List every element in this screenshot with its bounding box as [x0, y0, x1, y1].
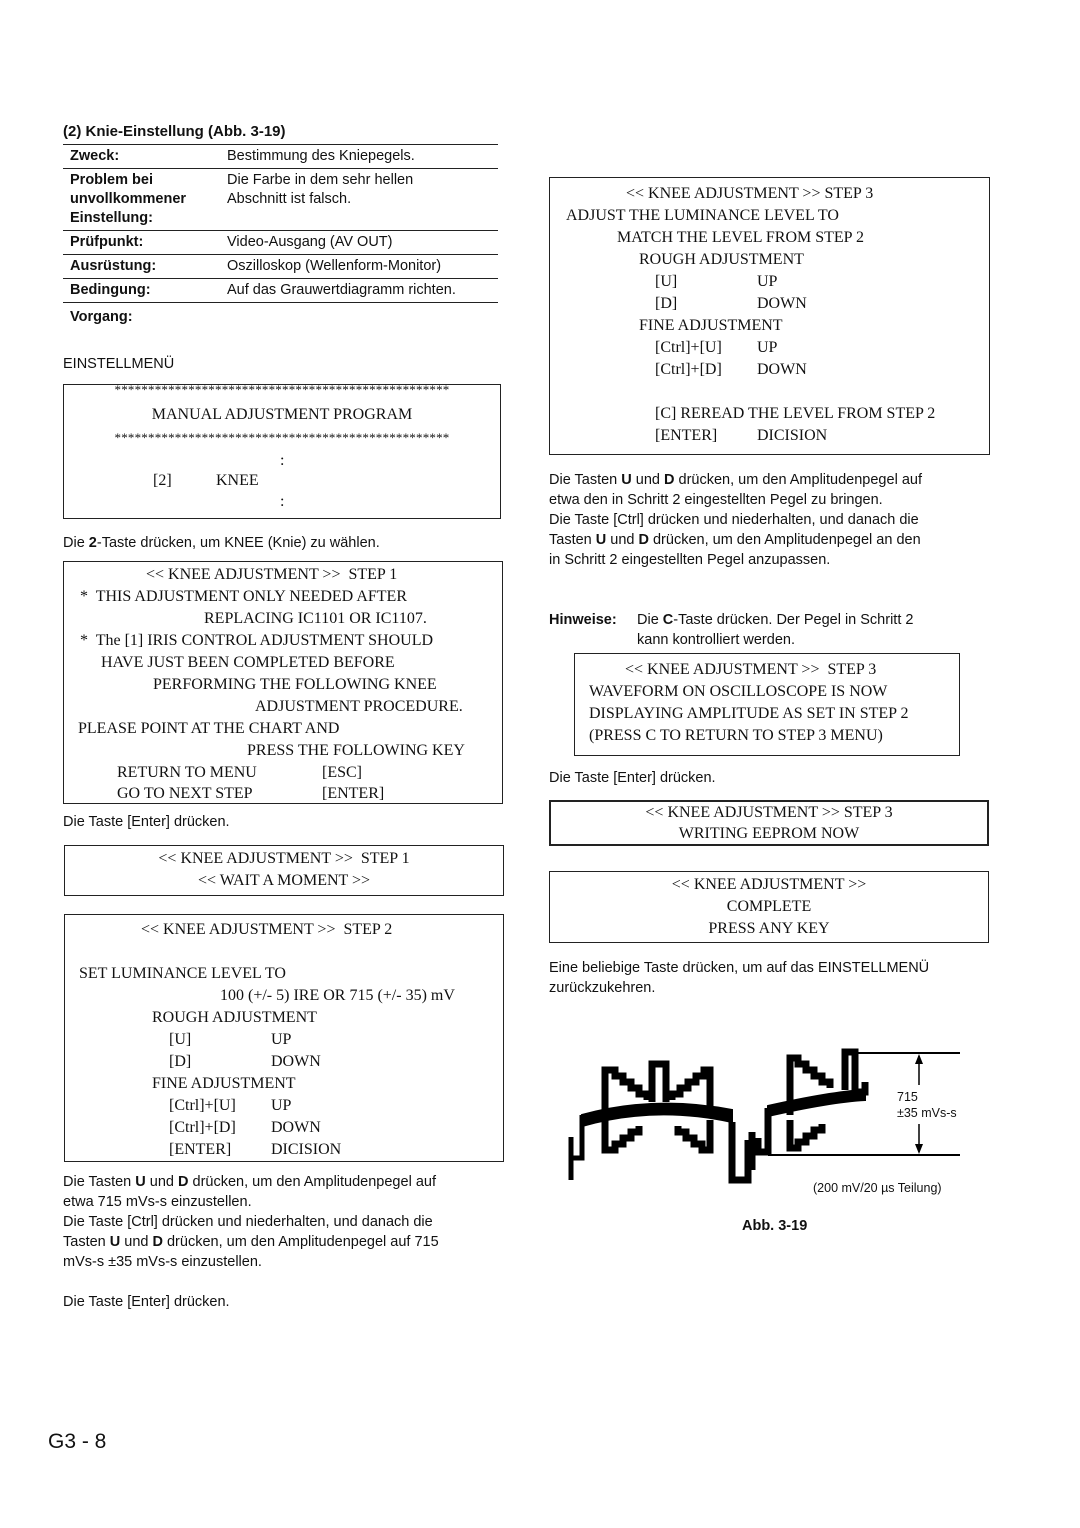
step3-action: UP: [757, 273, 778, 290]
step1-wait-text: << WAIT A MOMENT >>: [197, 872, 371, 889]
spec-key: Bedingung:: [70, 282, 151, 298]
step2-action: DOWN: [271, 1119, 321, 1136]
spec-key-line: unvollkommener: [70, 191, 187, 207]
spec-row-purpose: [63, 145, 498, 169]
step2-key[interactable]: [U]: [169, 1031, 192, 1048]
step1-line: ADJUSTMENT PROCEDURE.: [255, 698, 463, 715]
step3-rough-label: ROUGH ADJUSTMENT: [639, 251, 804, 268]
step3-key[interactable]: [Ctrl]+[D]: [655, 361, 722, 378]
step1-line: PERFORMING THE FOLLOWING KNEE: [153, 676, 437, 693]
key-u: U: [621, 472, 632, 488]
step3-eeprom-box: [549, 800, 989, 846]
menu-item-key: [2]: [153, 472, 172, 489]
key-d: D: [178, 1174, 189, 1190]
text-part: und: [120, 1234, 153, 1250]
spec-value: Auf das Grauwertdiagramm richten.: [227, 282, 456, 298]
key-u: U: [595, 532, 607, 548]
step1-wait-header: << KNEE ADJUSTMENT >> STEP 1: [158, 850, 410, 867]
step3-wave-line: DISPLAYING AMPLITUDE AS SET IN STEP 2: [589, 705, 909, 722]
spec-value: Oszilloskop (Wellenform-Monitor): [227, 258, 442, 274]
spec-row-condition: [63, 279, 498, 303]
complete-prompt: PRESS ANY KEY: [708, 920, 830, 937]
text-line: Eine beliebige Taste drücken, um auf das EINSTELLMENÜ: [549, 960, 930, 976]
text-part: drücken, um den Amplitudenpegel auf 715: [162, 1234, 439, 1250]
step2-key[interactable]: [Ctrl]+[D]: [169, 1119, 236, 1136]
step1-key-enter[interactable]: [ENTER]: [322, 785, 385, 802]
procedure-label: Vorgang:: [70, 309, 133, 325]
text-part: und: [631, 472, 665, 488]
instruction-enter-3: Die Taste [Enter] drücken.: [549, 770, 716, 786]
step1-header: << KNEE ADJUSTMENT >> STEP 1: [146, 566, 398, 583]
spec-key: Zweck:: [70, 148, 120, 164]
step3-key[interactable]: [D]: [655, 295, 678, 312]
page-number: G3 - 8: [48, 1430, 107, 1453]
menu-item-knee[interactable]: KNEE: [216, 472, 259, 489]
step3-key[interactable]: [U]: [655, 273, 678, 290]
step1-line: PLEASE POINT AT THE CHART AND: [78, 720, 340, 737]
step2-rough-label: ROUGH ADJUSTMENT: [152, 1009, 317, 1026]
step3-action: DOWN: [757, 361, 807, 378]
menu-ellipsis-top: :: [280, 452, 285, 469]
text-part: Die Tasten: [549, 472, 622, 488]
step3-action: DICISION: [757, 427, 828, 444]
text-line: Die Taste [Ctrl] drücken und niederhalten, und danach die: [63, 1214, 433, 1230]
text-line: [637, 610, 913, 630]
figure-caption: Abb. 3-19: [742, 1218, 808, 1234]
menu-stars-top: **************************************************: [114, 382, 450, 397]
spec-table: [63, 144, 498, 303]
waveform-sync-center: [732, 1108, 768, 1180]
step3-box: [549, 177, 990, 455]
step2-key[interactable]: [D]: [169, 1053, 192, 1070]
step2-key[interactable]: [ENTER]: [169, 1141, 232, 1158]
step3-wave-line: WAVEFORM ON OSCILLOSCOPE IS NOW: [589, 683, 888, 700]
step2-box: [64, 914, 504, 1162]
text-part: Die: [637, 612, 663, 628]
spec-value-line: Die Farbe in dem sehr hellen: [227, 172, 414, 188]
text-part: Tasten: [63, 1234, 110, 1250]
spec-key-line: Problem bei: [70, 172, 153, 188]
text-part: Die Tasten: [63, 1174, 136, 1190]
text-line: zurückzukehren.: [549, 980, 656, 996]
figure-tolerance: ±35 mVs-s: [897, 1106, 957, 1120]
instruction-enter-1: Die Taste [Enter] drücken.: [63, 814, 230, 830]
spec-value: Bestimmung des Kniepegels.: [227, 148, 415, 164]
key-d: D: [664, 472, 675, 488]
menu-title: MANUAL ADJUSTMENT PROGRAM: [151, 406, 413, 423]
complete-box: [549, 871, 989, 943]
text-part: und: [606, 532, 639, 548]
text-line: Die Taste [Ctrl] drücken und niederhalten, und danach die: [549, 512, 919, 528]
text-part: und: [145, 1174, 179, 1190]
menu-stars-bottom: **************************************************: [114, 430, 450, 445]
step3-waveform-box: [574, 653, 960, 756]
section-title: (2) Knie-Einstellung (Abb. 3-19): [63, 123, 286, 140]
step2-action: UP: [271, 1097, 292, 1114]
spec-key: Ausrüstung:: [70, 258, 157, 274]
complete-text: COMPLETE: [726, 898, 812, 915]
step1-key-esc[interactable]: [ESC]: [322, 764, 362, 781]
instruction-step3: [549, 470, 999, 570]
step1-line: REPLACING IC1101 OR IC1107.: [204, 610, 427, 627]
step1-wait-box: [64, 845, 504, 896]
waveform-sync-left: [571, 1115, 582, 1180]
step3-fine-label: FINE ADJUSTMENT: [639, 317, 783, 334]
spec-row-equipment: [63, 255, 498, 279]
text-line: etwa den in Schritt 2 eingestellten Pegel zu bringen.: [549, 492, 883, 508]
text-line: [549, 470, 999, 490]
step2-header: << KNEE ADJUSTMENT >> STEP 2: [141, 921, 393, 938]
waveform-center-pulse: [652, 1064, 666, 1102]
step3-line: ADJUST THE LUMINANCE LEVEL TO: [566, 207, 839, 224]
text-part: Tasten: [549, 532, 596, 548]
step1-line: HAVE JUST BEEN COMPLETED BEFORE: [101, 654, 395, 671]
step3-header: << KNEE ADJUSTMENT >> STEP 3: [626, 185, 874, 202]
step3-wave-line: (PRESS C TO RETURN TO STEP 3 MENU): [589, 727, 883, 744]
spec-key-line: Einstellung:: [70, 210, 153, 226]
text-line: kann kontrolliert werden.: [637, 632, 795, 648]
key-2: 2: [88, 535, 97, 551]
eeprom-header: << KNEE ADJUSTMENT >> STEP 3: [645, 804, 893, 821]
step2-line: 100 (+/- 5) IRE OR 715 (+/- 35) mV: [220, 987, 455, 1004]
step1-line: * THIS ADJUSTMENT ONLY NEEDED AFTER: [80, 588, 407, 605]
step1-key-label: GO TO NEXT STEP: [117, 785, 253, 802]
text-line: [549, 530, 999, 550]
key-u: U: [135, 1174, 146, 1190]
note-label: [549, 610, 617, 630]
instruction-select-knee: [63, 533, 380, 553]
step3-action: UP: [757, 339, 778, 356]
text-part: drücken, um den Amplitudenpegel auf: [188, 1174, 436, 1190]
step3-line: MATCH THE LEVEL FROM STEP 2: [617, 229, 864, 246]
figure-scale: (200 mV/20 µs Teilung): [813, 1181, 942, 1195]
figure-value: 715: [897, 1090, 918, 1104]
spec-key: [63, 169, 220, 231]
step3-key[interactable]: [ENTER]: [655, 427, 718, 444]
text-part: -Taste drücken, um KNEE (Knie) zu wählen.: [96, 535, 380, 551]
note-label-text: Hinweise:: [549, 612, 617, 628]
step3-wave-header: << KNEE ADJUSTMENT >> STEP 3: [625, 661, 877, 678]
key-d: D: [152, 1234, 163, 1250]
menu-box: [63, 384, 501, 519]
spec-value: [220, 169, 498, 231]
step2-action: UP: [271, 1031, 292, 1048]
text-part: drücken, um den Amplitudenpegel auf: [674, 472, 922, 488]
step1-line: * The [1] IRIS CONTROL ADJUSTMENT SHOULD: [80, 632, 434, 649]
step1-box: [63, 561, 503, 804]
waveform-stair-lower-left: [605, 1120, 639, 1150]
waveform-stair-lower-right: [678, 1120, 710, 1150]
spec-row-checkpoint: [63, 231, 498, 255]
eeprom-text: WRITING EEPROM NOW: [678, 825, 860, 842]
spec-key: Prüfpunkt:: [70, 234, 144, 250]
instruction-step2: [63, 1172, 513, 1272]
arrow-up-icon: [915, 1054, 923, 1064]
spec-value: Video-Ausgang (AV OUT): [227, 234, 393, 250]
text-part: -Taste drücken. Der Pegel in Schritt 2: [673, 612, 914, 628]
text-line: [63, 1232, 513, 1252]
spec-value-line: Abschnitt ist falsch.: [227, 191, 352, 207]
instruction-return: [549, 958, 929, 998]
waveform-figure: [560, 1040, 980, 1200]
step2-key[interactable]: [Ctrl]+[U]: [169, 1097, 236, 1114]
note-text: [637, 610, 913, 650]
text-part: Die: [63, 535, 89, 551]
step1-key-label: RETURN TO MENU: [117, 764, 257, 781]
complete-header: << KNEE ADJUSTMENT >>: [671, 876, 867, 893]
text-part: drücken, um den Amplitudenpegel an den: [648, 532, 921, 548]
instruction-enter-2: Die Taste [Enter] drücken.: [63, 1294, 230, 1310]
text-line: [63, 1172, 513, 1192]
step3-action: DOWN: [757, 295, 807, 312]
step2-action: DICISION: [271, 1141, 342, 1158]
key-u: U: [109, 1234, 121, 1250]
step1-line: PRESS THE FOLLOWING KEY: [247, 742, 465, 759]
text-line: etwa 715 mVs-s einzustellen.: [63, 1194, 252, 1210]
step2-line: SET LUMINANCE LEVEL TO: [79, 965, 286, 982]
text-line: mVs-s ±35 mVs-s einzustellen.: [63, 1254, 262, 1270]
step2-fine-label: FINE ADJUSTMENT: [152, 1075, 296, 1092]
waveform-arc-right: [768, 1090, 865, 1116]
menu-label: EINSTELLMENÜ: [63, 356, 175, 372]
text-line: in Schritt 2 eingestellten Pegel anzupassen.: [549, 552, 831, 568]
key-c: C: [662, 612, 674, 628]
step3-key[interactable]: [Ctrl]+[U]: [655, 339, 722, 356]
spec-row-problem: [63, 169, 498, 231]
arrow-down-icon: [915, 1144, 923, 1154]
step2-action: DOWN: [271, 1053, 321, 1070]
menu-ellipsis-bottom: :: [280, 493, 285, 510]
waveform-stair-lower-right2: [790, 1120, 822, 1148]
waveform-right-pulse: [845, 1052, 865, 1092]
key-d: D: [638, 532, 649, 548]
step3-reread[interactable]: [C] REREAD THE LEVEL FROM STEP 2: [655, 405, 936, 422]
